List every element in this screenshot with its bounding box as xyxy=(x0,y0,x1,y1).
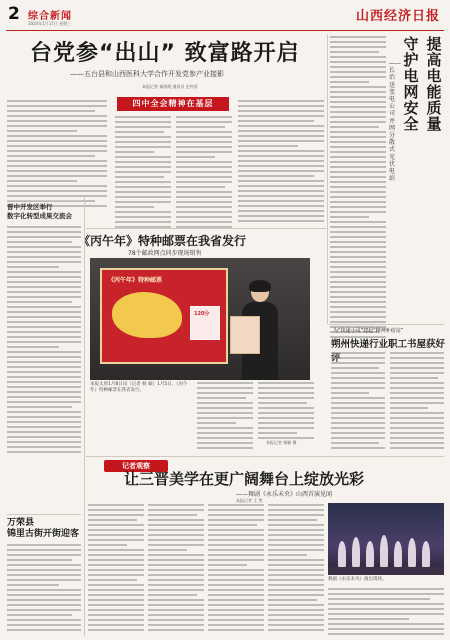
express-headline: 朔州快递行业职工书屋获好 xyxy=(331,339,446,350)
express-body-col1 xyxy=(331,352,385,452)
lead-body-col3 xyxy=(176,116,232,231)
side1-headline xyxy=(7,203,72,221)
side1-headline-line2: 数字化转型成果交流会 xyxy=(7,212,72,220)
page-number: 2 xyxy=(8,4,20,24)
stamp-value: 120分 xyxy=(194,311,210,317)
column-rule xyxy=(84,196,85,636)
stamp-photo xyxy=(90,258,310,380)
stamp-body-col2 xyxy=(258,382,314,442)
poster-title: 《丙午年》特种邮票 xyxy=(108,277,163,284)
dance-caption: 舞剧《永乐未央》演出现场。 xyxy=(328,577,387,582)
held-stamp-sheet xyxy=(230,316,260,354)
lead-body-col2 xyxy=(115,116,171,231)
culture-byline: 本报记者 王 然 xyxy=(236,498,263,503)
right-headline-col2: 守护电网安全 xyxy=(403,35,419,133)
side2-headline-line1: 万荣县 xyxy=(7,518,35,528)
side1-body xyxy=(7,226,81,456)
reporter-observation-badge: 记者观察 xyxy=(104,460,168,472)
section-rule xyxy=(86,456,444,457)
side2-headline xyxy=(7,518,79,540)
right-body-col1 xyxy=(330,36,386,341)
issue-date: 2024年1月17日 星期三 xyxy=(28,21,72,26)
column-rule xyxy=(327,34,328,324)
stamp-body-col1 xyxy=(197,382,253,452)
horse-illustration xyxy=(112,292,182,338)
section-rule xyxy=(7,200,81,201)
lead-body-col1 xyxy=(7,100,107,210)
express-body-col2 xyxy=(390,352,444,452)
stamp-subheadline: 78个邮政网点同步现场销售 xyxy=(128,250,202,257)
express-kicker: 为“快递小哥”建起“精神补给站” xyxy=(333,328,404,334)
stamp-poster xyxy=(100,268,228,364)
dance-photo xyxy=(328,503,444,575)
culture-body-col3 xyxy=(208,504,264,634)
lead-byline: 本报记者 秦海霞 通讯员 史传雷 xyxy=(142,84,198,89)
right-subheadline: ——长治送变电公司并网分散式光伏电站 xyxy=(389,60,401,183)
section-rule xyxy=(86,228,326,229)
culture-body-col4 xyxy=(268,504,324,634)
section-rule xyxy=(7,514,81,515)
section-banner: 四中全会精神在基层 xyxy=(117,97,229,111)
culture-body-col2 xyxy=(148,504,204,634)
masthead-logo: 山西经济日报 xyxy=(355,9,440,24)
side2-body xyxy=(7,544,81,634)
lead-subheadline: ——五台县和山西医科大学合作开发党参产业接影 xyxy=(70,70,224,78)
culture-subheadline: ——舞剧《永乐未央》山西首演见闻 xyxy=(236,491,333,498)
stamp-headline: 《丙午年》特种邮票在我省发行 xyxy=(78,234,247,248)
culture-body-col1 xyxy=(88,504,144,634)
stamp-byline: 本报记者 杨颖 摄 xyxy=(266,440,297,445)
culture-body-col5 xyxy=(328,588,444,638)
page-header xyxy=(6,3,444,31)
lead-body-col4 xyxy=(238,100,324,225)
stamp-sheet xyxy=(190,306,220,340)
side2-headline-line2: 锦里古街开街迎客 xyxy=(7,529,80,539)
postal-worker xyxy=(240,282,280,380)
section-rule xyxy=(329,324,444,325)
right-headline-col1: 提高电能质量 xyxy=(426,35,442,133)
lead-headline: 台党参“出山” 致富路开启 xyxy=(30,41,300,66)
culture-headline: 让三晋美学在更广阔舞台上绽放光彩 xyxy=(124,470,365,488)
stamp-caption: 本报太原1月8日讯（记者 杨 颖）1月5日，《丙午年》特种邮票在我省发行。 xyxy=(90,382,188,393)
side1-headline-line1: 晋中开发区举行 xyxy=(7,203,53,211)
section-name: 综合新闻 xyxy=(28,11,72,22)
